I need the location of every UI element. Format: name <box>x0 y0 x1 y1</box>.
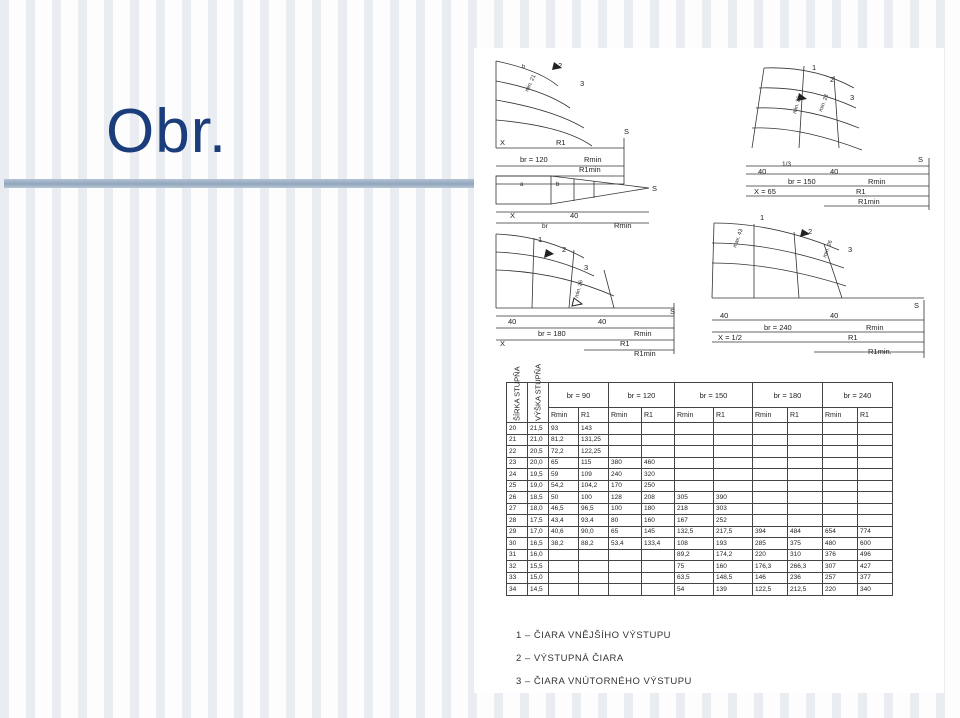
f3-r1-label: R1 <box>620 339 630 348</box>
table-cell <box>858 469 893 481</box>
table-cell <box>549 584 579 596</box>
table-cell: 65 <box>609 526 642 538</box>
table-cell: 115 <box>579 457 609 469</box>
f1-marker-3: 3 <box>580 79 585 88</box>
table-cell: 25 <box>507 480 528 492</box>
table-cell: 26 <box>507 492 528 504</box>
f2-br-label: br <box>542 223 548 230</box>
f4-min1-label: min. 26 <box>792 95 803 115</box>
f5-marker-2: 2 <box>808 227 813 236</box>
table-cell: 14,5 <box>528 584 549 596</box>
table-cell <box>642 434 675 446</box>
table-cell: 16,0 <box>528 549 549 561</box>
f5-min-label: min. 26 <box>822 239 835 259</box>
table-cell: 46,5 <box>549 503 579 515</box>
f5-r1-label: R1 <box>848 333 858 342</box>
table-cell: 65 <box>549 457 579 469</box>
table-cell: 21,5 <box>528 423 549 435</box>
f1-br-label: br = 120 <box>520 155 548 164</box>
table-cell: 180 <box>642 503 675 515</box>
f4-min2-label: min. 23 <box>818 93 831 113</box>
table-cell: 496 <box>858 549 893 561</box>
table-cell: 128 <box>609 492 642 504</box>
table-cell: 310 <box>788 549 823 561</box>
table-cell <box>675 480 714 492</box>
table-cell <box>823 446 858 458</box>
table-cell: 27 <box>507 503 528 515</box>
table-cell: 376 <box>823 549 858 561</box>
table-cell <box>823 515 858 527</box>
table-row <box>507 549 893 561</box>
table-cell: 100 <box>579 492 609 504</box>
table-cell: 600 <box>858 538 893 550</box>
table-cell <box>753 469 788 481</box>
table-cell: 257 <box>823 572 858 584</box>
f4-br-label: br = 150 <box>788 177 816 186</box>
table-cell <box>753 457 788 469</box>
table-row <box>507 457 893 469</box>
group-br-240: br = 240 <box>823 383 893 408</box>
legend-notes <box>516 630 692 699</box>
table-cell: 212,5 <box>788 584 823 596</box>
table-cell <box>788 492 823 504</box>
f4-rmin-label: Rmin <box>868 177 886 186</box>
table-cell: 240 <box>609 469 642 481</box>
table-cell <box>609 446 642 458</box>
f3-rmin-label: Rmin <box>634 329 652 338</box>
table-cell: 375 <box>788 538 823 550</box>
table-cell: 89,2 <box>675 549 714 561</box>
table-cell <box>858 492 893 504</box>
table-cell: 148,5 <box>714 572 753 584</box>
table-cell <box>579 572 609 584</box>
f5-rmin-label: Rmin <box>866 323 884 332</box>
table-cell: 20,0 <box>528 457 549 469</box>
table-cell <box>858 480 893 492</box>
table-cell: 28 <box>507 515 528 527</box>
table-cell: 90,0 <box>579 526 609 538</box>
table-cell: 50 <box>549 492 579 504</box>
table-row <box>507 584 893 596</box>
col-header-height: VÝŠKA STUPŇA <box>528 383 549 423</box>
sub-r1: R1 <box>788 408 823 423</box>
table-cell: 32 <box>507 561 528 573</box>
table-cell <box>823 503 858 515</box>
table-cell: 122,5 <box>753 584 788 596</box>
table-cell: 380 <box>609 457 642 469</box>
f4-third-label: 1/3 <box>782 161 792 168</box>
winder-dimensions-table <box>506 363 893 596</box>
table-cell: 104,2 <box>579 480 609 492</box>
f4-40b-label: 40 <box>830 167 839 176</box>
table-cell: 133,4 <box>642 538 675 550</box>
table-cell: 174,2 <box>714 549 753 561</box>
f3-min-label: min. 26 <box>574 279 585 299</box>
f4-x-label: X = 65 <box>754 187 776 196</box>
table-cell: 81,2 <box>549 434 579 446</box>
table-cell: 167 <box>675 515 714 527</box>
f5-marker-1: 1 <box>760 213 765 222</box>
table-row <box>507 503 893 515</box>
table-cell <box>675 434 714 446</box>
table-cell: 394 <box>753 526 788 538</box>
sub-rmin: Rmin <box>675 408 714 423</box>
table-cell: 250 <box>642 480 675 492</box>
table-cell: 305 <box>675 492 714 504</box>
table-cell: 18,5 <box>528 492 549 504</box>
table-cell <box>823 469 858 481</box>
table-cell <box>858 515 893 527</box>
table-cell: 109 <box>579 469 609 481</box>
group-br-120: br = 120 <box>609 383 675 408</box>
table-cell <box>642 561 675 573</box>
table-cell <box>858 503 893 515</box>
table-cell: 18,0 <box>528 503 549 515</box>
table-cell: 340 <box>858 584 893 596</box>
table-cell: 72,2 <box>549 446 579 458</box>
f3-br-label: br = 180 <box>538 329 566 338</box>
table-cell <box>858 434 893 446</box>
table-cell <box>823 423 858 435</box>
sub-r1: R1 <box>858 408 893 423</box>
sub-r1: R1 <box>642 408 675 423</box>
f5-s-label: S <box>914 301 920 310</box>
f4-40a-label: 40 <box>758 167 767 176</box>
table-cell <box>788 423 823 435</box>
table-cell: 38,2 <box>549 538 579 550</box>
table-cell: 88,2 <box>579 538 609 550</box>
f5-br-label: br = 240 <box>764 323 792 332</box>
table-cell <box>579 549 609 561</box>
table-cell: 19,0 <box>528 480 549 492</box>
table-row <box>507 526 893 538</box>
table-cell: 236 <box>788 572 823 584</box>
table-cell: 220 <box>823 584 858 596</box>
table-cell <box>788 446 823 458</box>
f1-r1-label: R1 <box>556 138 566 147</box>
table-cell <box>753 503 788 515</box>
table-cell <box>642 549 675 561</box>
table-cell <box>579 561 609 573</box>
table-cell: 170 <box>609 480 642 492</box>
table-cell <box>753 492 788 504</box>
table-cell <box>714 469 753 481</box>
f4-marker-1: 1 <box>812 63 817 72</box>
group-br-180: br = 180 <box>753 383 823 408</box>
sub-rmin: Rmin <box>549 408 579 423</box>
table-cell: 160 <box>642 515 675 527</box>
table-cell: 377 <box>858 572 893 584</box>
f3-s-label: S <box>670 307 676 316</box>
table-cell <box>753 446 788 458</box>
table-cell: 23 <box>507 457 528 469</box>
table-cell <box>642 584 675 596</box>
table-cell <box>714 423 753 435</box>
table-cell <box>642 446 675 458</box>
group-br-150: br = 150 <box>675 383 753 408</box>
f3-marker-2: 2 <box>562 245 567 254</box>
table-cell <box>788 469 823 481</box>
f2-a-label: a <box>520 182 524 188</box>
table-cell <box>714 480 753 492</box>
f3-40a-label: 40 <box>508 317 517 326</box>
table-cell <box>753 515 788 527</box>
table-cell: 100 <box>609 503 642 515</box>
table-cell <box>788 503 823 515</box>
table-cell: 176,3 <box>753 561 788 573</box>
table-cell: 43,4 <box>549 515 579 527</box>
table-cell: 93,4 <box>579 515 609 527</box>
table-cell: 40,6 <box>549 526 579 538</box>
table-cell: 54,2 <box>549 480 579 492</box>
f2-rmin-label: Rmin <box>614 221 632 230</box>
table-row <box>507 423 893 435</box>
table-cell: 108 <box>675 538 714 550</box>
table-cell: 143 <box>579 423 609 435</box>
slide-title: Obr. <box>106 97 228 166</box>
table-cell <box>858 423 893 435</box>
table-cell: 80 <box>609 515 642 527</box>
table-cell: 54 <box>675 584 714 596</box>
table-cell: 63,5 <box>675 572 714 584</box>
table-cell <box>609 549 642 561</box>
table-row <box>507 492 893 504</box>
table-cell: 132,5 <box>675 526 714 538</box>
table-cell <box>642 572 675 584</box>
table-cell: 390 <box>714 492 753 504</box>
table-cell <box>675 457 714 469</box>
table-cell <box>609 561 642 573</box>
table-cell <box>675 423 714 435</box>
table-cell <box>788 480 823 492</box>
f5-marker-3: 3 <box>848 245 853 254</box>
sub-rmin: Rmin <box>823 408 858 423</box>
table-cell: 122,25 <box>579 446 609 458</box>
table-cell <box>549 572 579 584</box>
table-cell: 139 <box>714 584 753 596</box>
table-cell <box>753 480 788 492</box>
f1-min-label: min. 21 <box>524 73 538 93</box>
table-cell: 220 <box>753 549 788 561</box>
f3-40b-label: 40 <box>598 317 607 326</box>
table-cell <box>714 434 753 446</box>
table-cell: 21,0 <box>528 434 549 446</box>
table-cell <box>609 572 642 584</box>
table-cell <box>753 423 788 435</box>
f2-b-label: b <box>556 182 560 188</box>
f4-marker-3: 3 <box>850 93 855 102</box>
f5-40a-label: 40 <box>720 311 729 320</box>
table-cell: 427 <box>858 561 893 573</box>
table-cell <box>609 423 642 435</box>
table-cell: 131,25 <box>579 434 609 446</box>
table-cell: 53,4 <box>609 538 642 550</box>
f1-rmin-label: Rmin <box>584 155 602 164</box>
table-cell: 75 <box>675 561 714 573</box>
table-cell: 307 <box>823 561 858 573</box>
table-cell: 15,0 <box>528 572 549 584</box>
table-cell <box>753 434 788 446</box>
sub-rmin: Rmin <box>753 408 788 423</box>
note-1: 1 – ČIARA VNĚJŠÍHO VÝSTUPU <box>516 630 672 641</box>
table-cell <box>823 492 858 504</box>
f5-40b-label: 40 <box>830 311 839 320</box>
table-cell: 33 <box>507 572 528 584</box>
table-cell: 193 <box>714 538 753 550</box>
table-cell <box>609 434 642 446</box>
table-cell: 21 <box>507 434 528 446</box>
table-cell: 145 <box>642 526 675 538</box>
title-underline-bar <box>4 179 480 188</box>
f1-b-label: b <box>522 64 526 70</box>
table-cell <box>714 446 753 458</box>
table-cell: 285 <box>753 538 788 550</box>
table-cell: 29 <box>507 526 528 538</box>
table-body <box>507 423 893 596</box>
f2-s-label: S <box>652 184 658 193</box>
table-cell: 266,3 <box>788 561 823 573</box>
f1-r1min-label: R1min <box>579 165 601 174</box>
f4-s-label: S <box>918 155 924 164</box>
table-cell: 303 <box>714 503 753 515</box>
f3-x-label: X <box>500 339 506 348</box>
table-cell: 252 <box>714 515 753 527</box>
table-cell: 16,5 <box>528 538 549 550</box>
col-header-width: ŠÍRKA STUPŇA <box>507 383 528 423</box>
table-cell <box>714 457 753 469</box>
table-cell <box>858 446 893 458</box>
f4-marker-2: 2 <box>830 75 835 84</box>
table-cell: 484 <box>788 526 823 538</box>
group-br-90: br = 90 <box>549 383 609 408</box>
table-cell: 96,5 <box>579 503 609 515</box>
table-row <box>507 480 893 492</box>
table-row <box>507 434 893 446</box>
note-3: 3 – ČIARA VNÚTORNÉHO VÝSTUPU <box>516 676 692 687</box>
f2-40-label: 40 <box>570 211 579 220</box>
scanned-drawing-sheet <box>474 48 944 693</box>
table-cell: 480 <box>823 538 858 550</box>
table-cell <box>823 457 858 469</box>
sub-r1: R1 <box>579 408 609 423</box>
table-header-groups <box>507 383 893 408</box>
f3-marker-3: 3 <box>584 263 589 272</box>
table-cell <box>642 423 675 435</box>
table-header-sub <box>507 408 893 423</box>
f1-s-label: S <box>624 127 630 136</box>
table-cell: 19,5 <box>528 469 549 481</box>
table-cell <box>823 434 858 446</box>
f5-x-label: X = 1/2 <box>718 333 742 342</box>
table-cell: 24 <box>507 469 528 481</box>
table-cell: 460 <box>642 457 675 469</box>
f3-marker-1: 1 <box>538 235 543 244</box>
table-row <box>507 538 893 550</box>
table-cell: 17,5 <box>528 515 549 527</box>
table-cell: 30 <box>507 538 528 550</box>
table-row <box>507 515 893 527</box>
table-cell <box>788 515 823 527</box>
table-row <box>507 561 893 573</box>
table-cell <box>549 561 579 573</box>
table-cell <box>609 584 642 596</box>
table-cell: 34 <box>507 584 528 596</box>
f1-marker-2: 2 <box>558 61 563 70</box>
table-cell: 218 <box>675 503 714 515</box>
f3-r1min-label: R1min <box>634 349 656 358</box>
table-cell: 59 <box>549 469 579 481</box>
table-cell <box>858 457 893 469</box>
table-cell: 93 <box>549 423 579 435</box>
sub-r1: R1 <box>714 408 753 423</box>
sub-rmin: Rmin <box>609 408 642 423</box>
stair-winder-diagrams <box>474 48 944 693</box>
f1-x-label: X <box>500 138 506 147</box>
table-cell: 160 <box>714 561 753 573</box>
table-cell <box>675 469 714 481</box>
f4-r1-label: R1 <box>856 187 866 196</box>
table-cell: 17,0 <box>528 526 549 538</box>
table-cell: 654 <box>823 526 858 538</box>
f2-x-label: X <box>510 211 516 220</box>
f5-max-label: max. 43 <box>732 228 745 249</box>
table-cell: 208 <box>642 492 675 504</box>
table-cell <box>675 446 714 458</box>
table-cell <box>788 457 823 469</box>
table-cell: 774 <box>858 526 893 538</box>
table-row <box>507 469 893 481</box>
f4-r1min-label: R1min <box>858 197 880 206</box>
table-cell: 146 <box>753 572 788 584</box>
table-cell <box>823 480 858 492</box>
note-2: 2 – VÝSTUPNÁ ČIARA <box>516 653 624 664</box>
table-cell: 22 <box>507 446 528 458</box>
table-cell <box>579 584 609 596</box>
table-cell: 15,5 <box>528 561 549 573</box>
f5-r1min-label: R1min. <box>868 347 892 356</box>
table-cell: 320 <box>642 469 675 481</box>
table-row <box>507 572 893 584</box>
table-cell: 20 <box>507 423 528 435</box>
table-cell <box>788 434 823 446</box>
table-cell <box>549 549 579 561</box>
table-row <box>507 446 893 458</box>
table-cell: 20,5 <box>528 446 549 458</box>
table-cell: 217,5 <box>714 526 753 538</box>
table-cell: 31 <box>507 549 528 561</box>
